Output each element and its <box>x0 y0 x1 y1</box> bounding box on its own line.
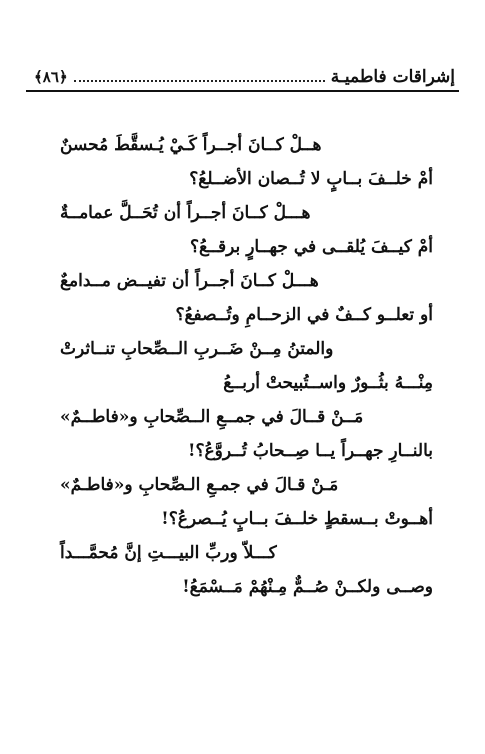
poem-line: مِنْـــهُ بثُــورٌ واســتُبيحتْ أربــعُ <box>223 373 433 393</box>
poem-line: كـــلاّ وربِّ البيـــتِ إنَّ مُحمَّـــداً <box>60 543 277 563</box>
poem-body <box>60 128 433 604</box>
poem-line: والمتنُ مِــنْ ضَــربِ الــصِّحابِ تنــاثرتْ <box>60 339 334 359</box>
poem-line: هـــلْ كــانَ أجــراً أن تُحَــلَّ عمامــةٌ <box>60 203 311 223</box>
poem-line: أمْ خلــفَ بــابٍ لا تُــصان الأضــلعُ؟ <box>189 169 433 189</box>
poem-line: هـــلْ كــانَ أجــراً أن تفيــض مــدامعٌ <box>60 271 319 291</box>
poem-line: وصــى ولكــنْ صُــمٌّ مِـنْهُمْ مَــسْمَعُ! <box>182 577 433 597</box>
header-rule <box>26 90 459 92</box>
poem-line: أو تعلــو كــفٌ في الزحــامِ وتُــصفعُ؟ <box>175 305 433 325</box>
poem-line: أهــوتْ بــسقطٍ خلــفَ بــابٍ يُــصرعُ؟! <box>161 509 433 529</box>
poem-line: بالنــارِ جهــراً يــا صِــحابُ تُــروَّعُ؟! <box>188 441 433 461</box>
dotted-leader <box>74 80 325 82</box>
poem-line: هــلْ كــانَ أجــراً كَـيْ يُـسقَّطَ مُحسنٌ <box>60 135 322 155</box>
poem-line: مَــنْ قــالَ في جمــعِ الــصِّحابِ و«فاطــمٌ» <box>60 407 364 427</box>
poem-line: أمْ كيــفَ يُلقــى في جهــارٍ برقــعُ؟ <box>190 237 433 257</box>
page-number: ﴿٨٦﴾ <box>34 68 68 86</box>
running-header <box>34 64 455 88</box>
book-title: إشراقات فاطميـة <box>330 67 455 87</box>
poem-line: مَـنْ قـالَ في جمـعِ الـصِّحابِ و«فاطـمٌ» <box>60 475 339 495</box>
